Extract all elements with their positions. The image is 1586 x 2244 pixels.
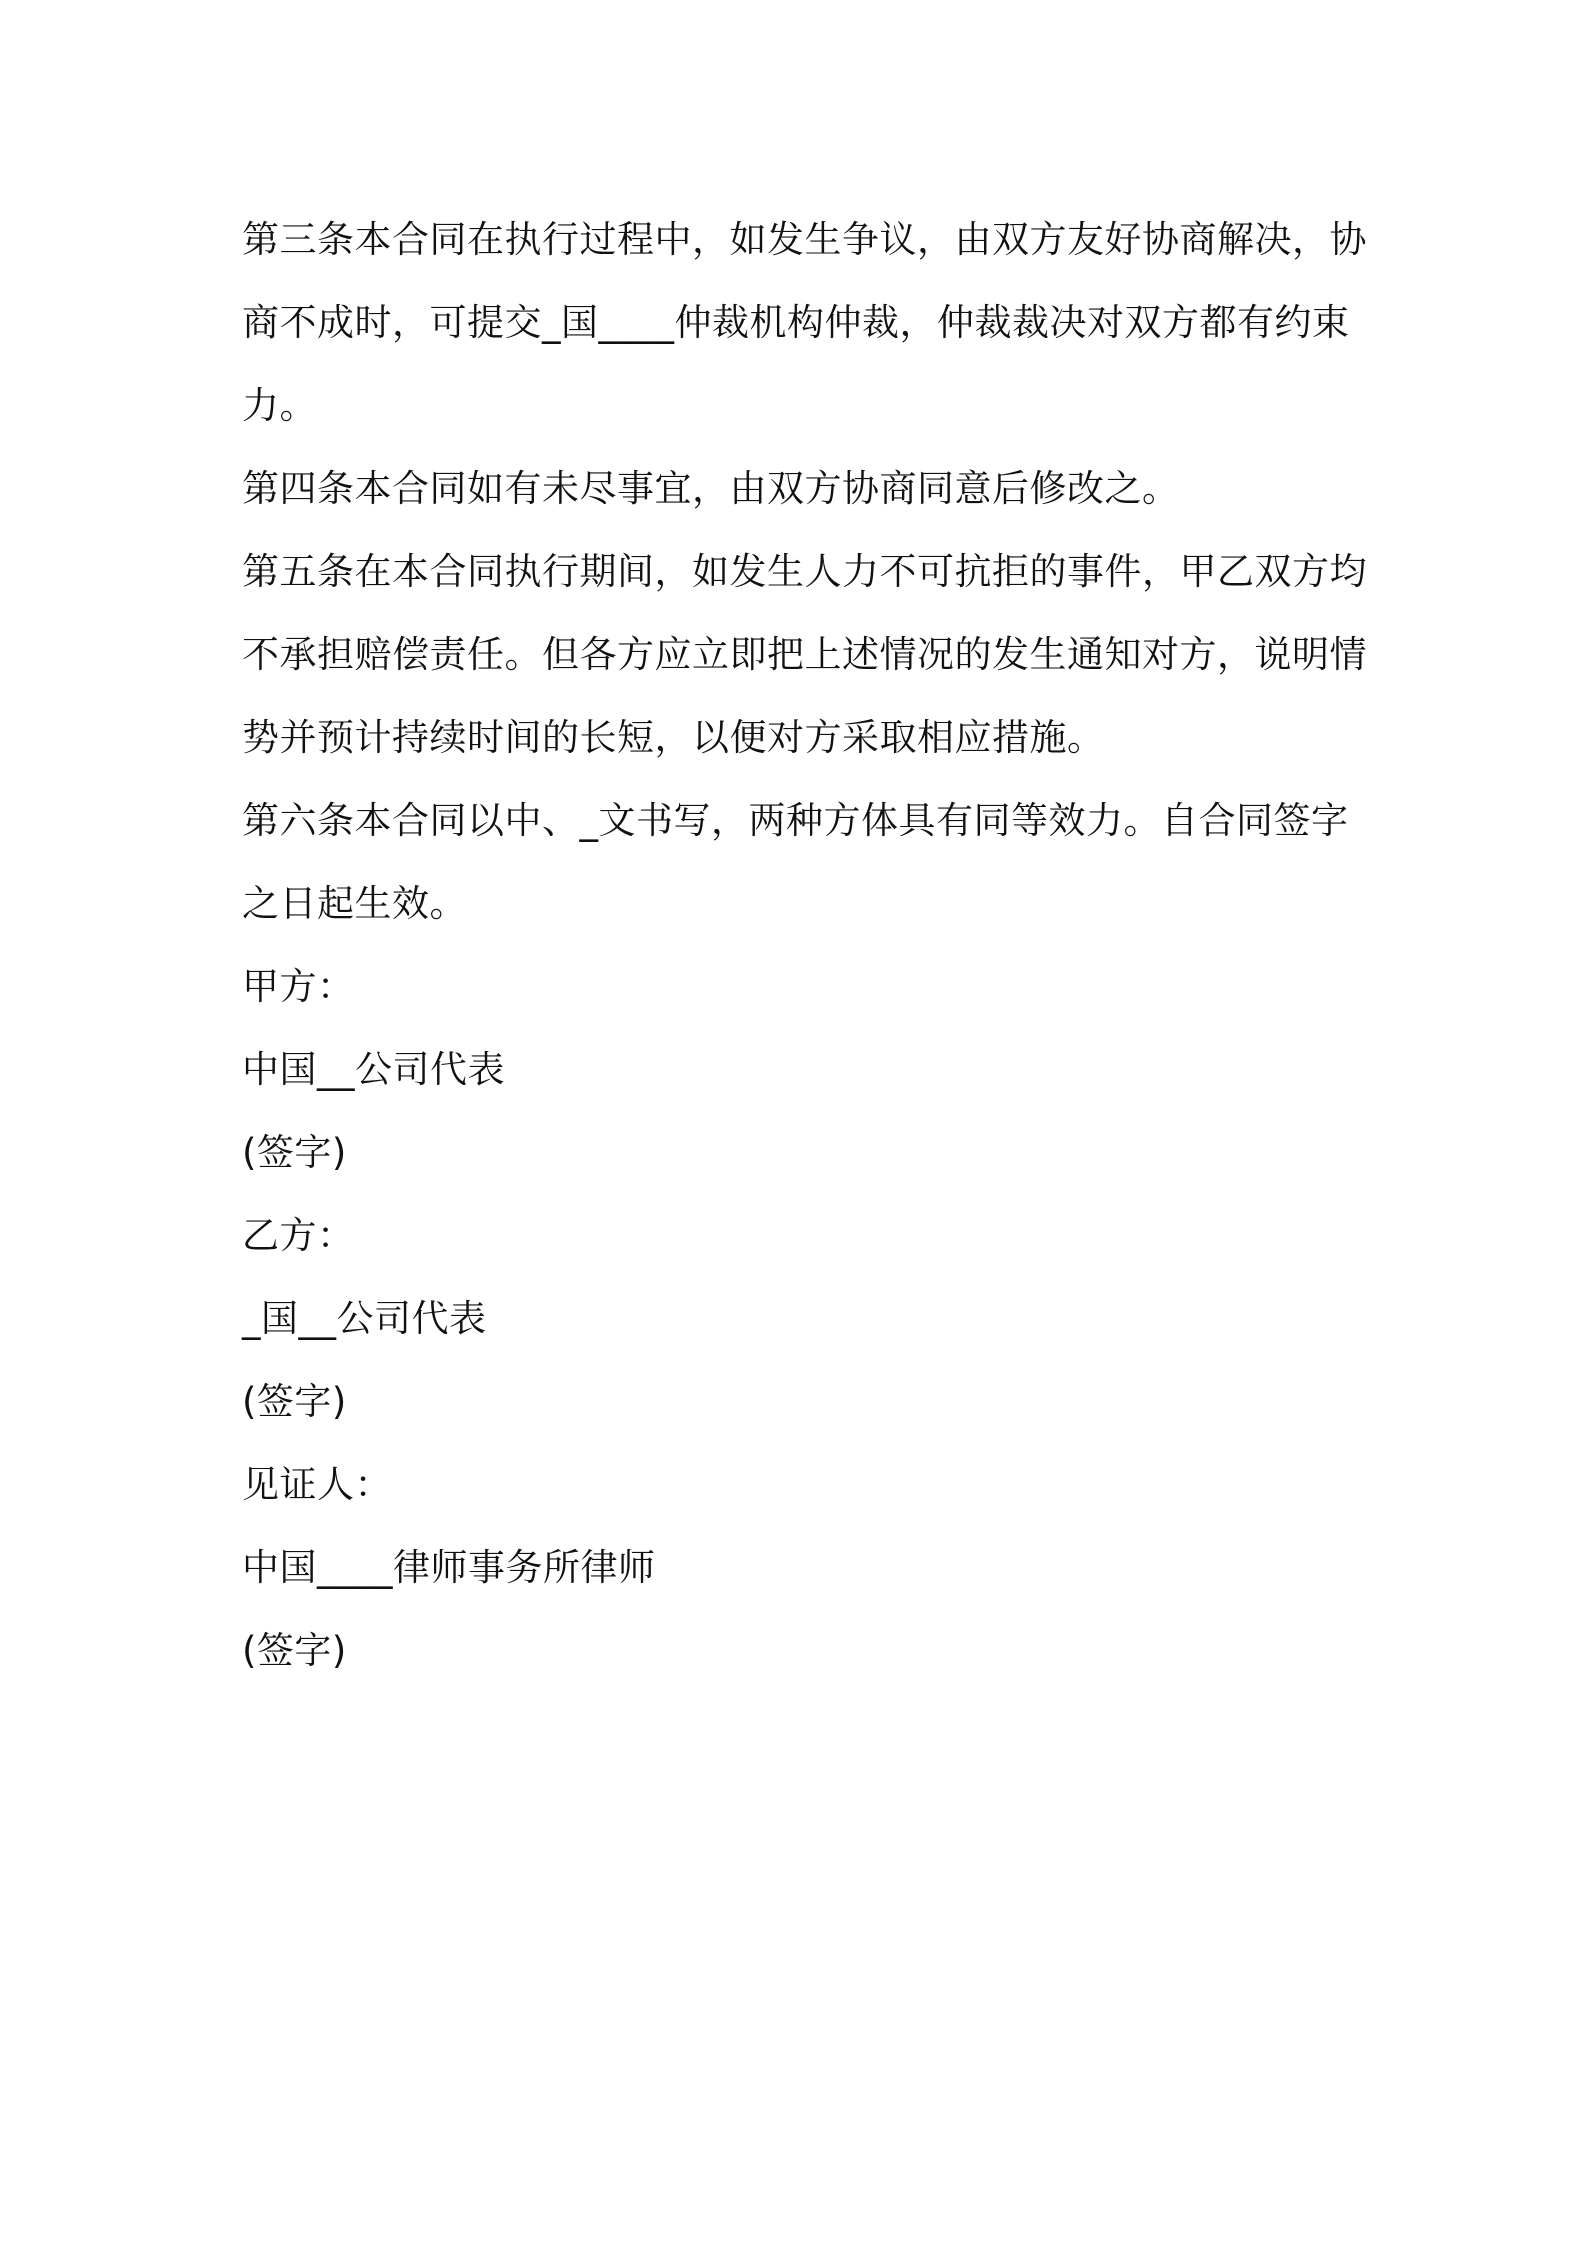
article-6-line-1: 第六条本合同以中、_文书写，两种方体具有同等效力。自合同签字: [242, 799, 1349, 842]
article-3-line-3: 力。: [242, 384, 317, 427]
article-5-line-2: 不承担赔偿责任。但各方应立即把上述情况的发生通知对方，说明情: [242, 633, 1367, 676]
witness-signature: (签字): [242, 1629, 347, 1672]
party-a-heading: 甲方：: [242, 965, 355, 1008]
party-a-signature: (签字): [242, 1131, 347, 1174]
article-3-line-1: 第三条本合同在执行过程中，如发生争议，由双方友好协商解决，协: [242, 218, 1367, 261]
document-body: [242, 198, 1367, 1692]
witness-lawyer: 中国____律师事务所律师: [242, 1546, 656, 1589]
article-4-line-1: 第四条本合同如有未尽事宜，由双方协商同意后修改之。: [242, 467, 1180, 510]
article-6-line-2: 之日起生效。: [242, 882, 467, 925]
article-5-line-3: 势并预计持续时间的长短，以便对方采取相应措施。: [242, 716, 1105, 759]
article-3-line-2: 商不成时，可提交_国____仲裁机构仲裁，仲裁裁决对双方都有约束: [242, 301, 1350, 344]
witness-heading: 见证人：: [242, 1463, 392, 1506]
party-b-representative: _国__公司代表: [242, 1297, 487, 1340]
party-b-signature: (签字): [242, 1380, 347, 1423]
article-5-line-1: 第五条在本合同执行期间，如发生人力不可抗拒的事件，甲乙双方均: [242, 550, 1367, 593]
party-a-representative: 中国__公司代表: [242, 1048, 505, 1091]
party-b-heading: 乙方：: [242, 1214, 355, 1257]
